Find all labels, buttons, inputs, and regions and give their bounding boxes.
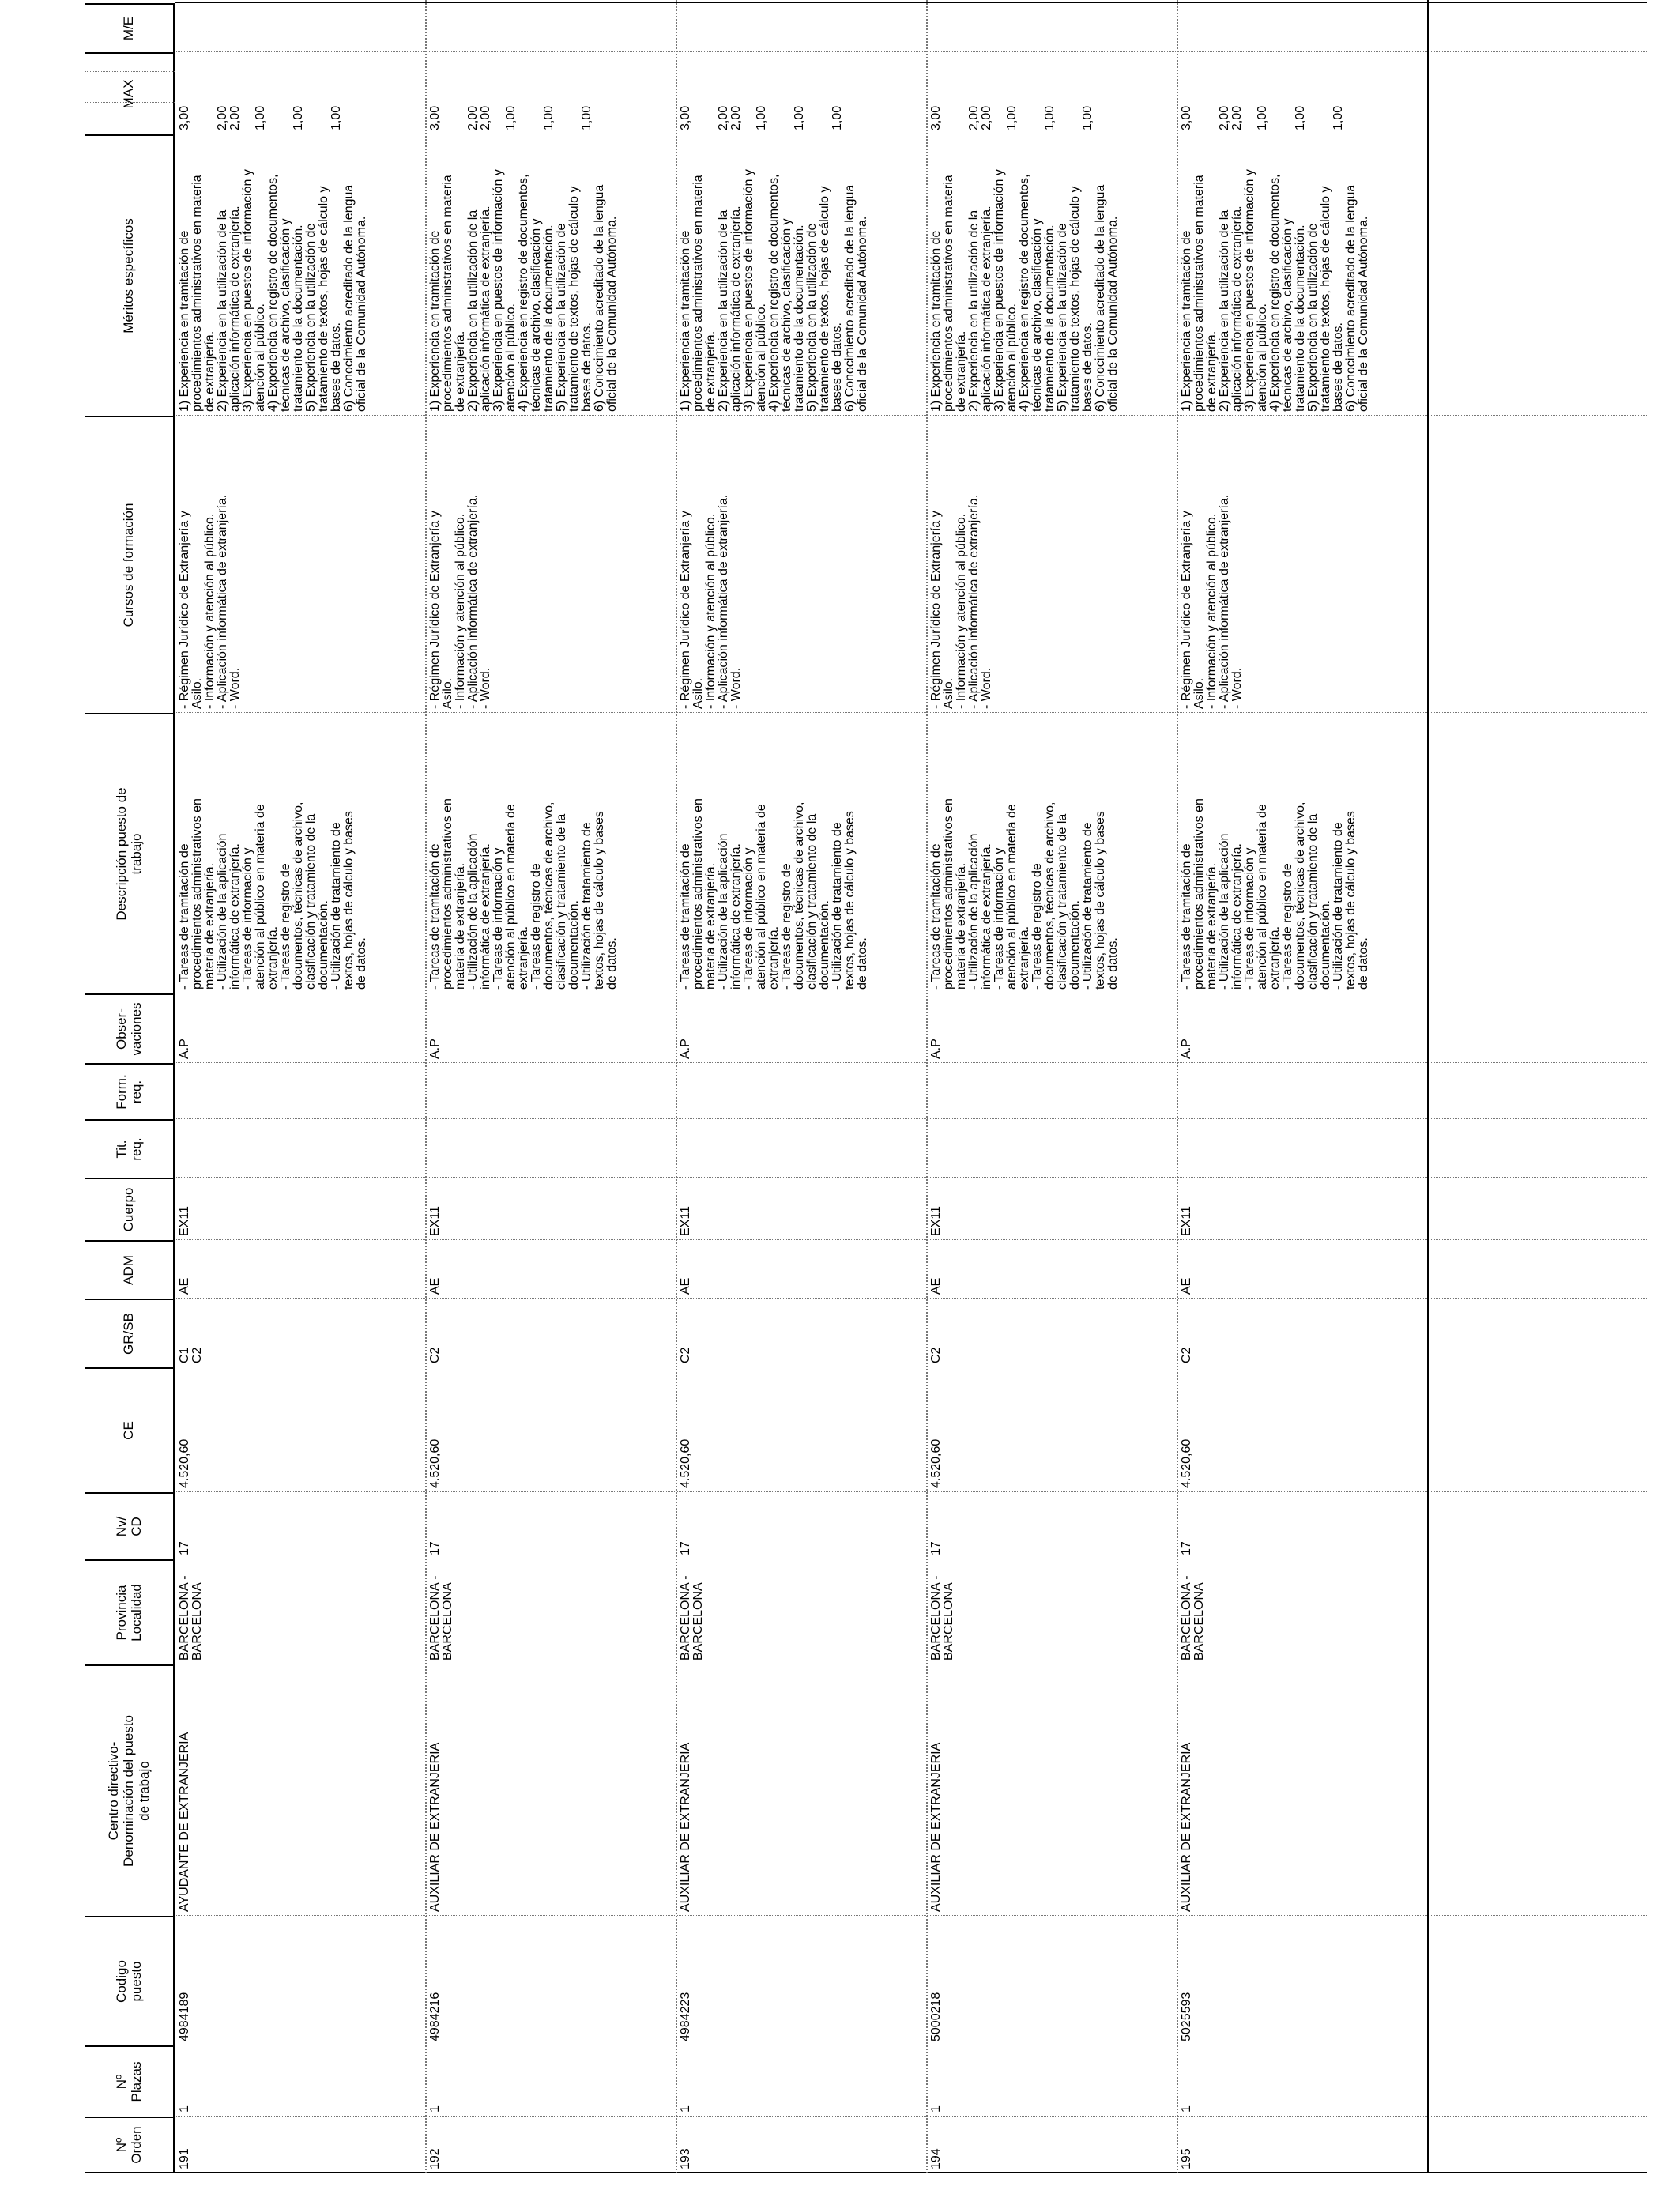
cell-observaciones: A.P: [679, 1039, 692, 1059]
cell-cuerpo: EX11: [1180, 1206, 1193, 1236]
cell-observaciones: A.P: [428, 1039, 442, 1059]
cell-grupo: C2: [428, 1347, 442, 1363]
cell-provincia: BARCELONA - BARCELONA: [428, 1575, 454, 1661]
header-adm: ADM: [85, 1240, 175, 1299]
header-nivel: Nv/ CD: [85, 1492, 175, 1559]
cell-cuerpo: EX11: [679, 1206, 692, 1236]
cell-adm: AE: [428, 1277, 442, 1295]
cell-adm: AE: [929, 1277, 943, 1295]
cell-cursos: - Régimen Jurídico de Extranjería y Asilo. - Información y atención al público. - Aplicación informática de extranjería. - Word.: [679, 494, 743, 709]
cell-max: 3,00 2,00 2,00 1,00 1,00 1,00: [929, 105, 1094, 130]
row-separator: [926, 0, 928, 2173]
cell-cuerpo: EX11: [428, 1206, 442, 1236]
cell-descripcion: - Tareas de tramitación de procedimientos administrativos en materia de extranjería. - Utilización de la aplicación informática de extranjería. - Tareas de información y atención al público en materia de extranjería. - Tareas de registro de documentos, técnicas de archivo, clasificación y tratamiento de la documentación. - Utilización de tratamiento de textos, hojas de cálculo y bases de datos.: [929, 798, 1120, 990]
cell-cursos: - Régimen Jurídico de Extranjería y Asilo. - Información y atención al público. - Aplicación informática de extranjería. - Word.: [929, 494, 993, 709]
cell-meritos: 1) Experiencia en tramitación de procedimientos administrativos en materia de extranjería. 2) Experiencia en la utilización de la aplicación informática de extranjería. 3) Experiencia en puestos de información y atención al público. 4) Experiencia en registro de documentos, técnicas de archivo, clasificación y tratamiento de la documentación. 5) Experiencia en la utilización de tratamiento de textos, hojas de cálculo y bases de datos. 6) Conocimiento acreditado de la lengua oficial de la Comunidad Autónoma.: [178, 169, 368, 412]
cell-max: 3,00 2,00 2,00 1,00 1,00 1,00: [679, 105, 844, 130]
vacancy-table: [85, 0, 1647, 2173]
column-line: [175, 1239, 1647, 1240]
cell-plazas: 1: [929, 2105, 943, 2113]
column-line: [175, 1118, 1647, 1119]
cell-plazas: 1: [428, 2105, 442, 2113]
cell-provincia: BARCELONA - BARCELONA: [929, 1575, 955, 1661]
cell-orden: 195: [1180, 2148, 1193, 2169]
cell-meritos: 1) Experiencia en tramitación de procedimientos administrativos en materia de extranjería. 2) Experiencia en la utilización de la aplicación informática de extranjería. 3) Experiencia en puestos de información y atención al público. 4) Experiencia en registro de documentos, técnicas de archivo, clasificación y tratamiento de la documentación. 5) Experiencia en la utilización de tratamiento de textos, hojas de cálculo y bases de datos. 6) Conocimiento acreditado de la lengua oficial de la Comunidad Autónoma.: [1180, 169, 1370, 412]
row-separator: [1177, 0, 1178, 2173]
header-formacion: Form. req.: [85, 1063, 175, 1119]
header-meritos: Méritos específicos: [85, 134, 175, 416]
cell-ce: 4.520,60: [428, 1438, 442, 1488]
header-max: MAX: [85, 52, 175, 134]
cell-nivel: 17: [1180, 1541, 1193, 1555]
cell-plazas: 1: [1180, 2105, 1193, 2113]
header-descripcion: Descripción puesto de trabajo: [85, 713, 175, 993]
cell-adm: AE: [178, 1277, 191, 1295]
cell-ce: 4.520,60: [929, 1438, 943, 1488]
cell-denominacion: AUXILIAR DE EXTRANJERIA: [679, 1742, 692, 1912]
cell-meritos: 1) Experiencia en tramitación de procedimientos administrativos en materia de extranjería. 2) Experiencia en la utilización de la aplicación informática de extranjería. 3) Experiencia en puestos de información y atención al público. 4) Experiencia en registro de documentos, técnicas de archivo, clasificación y tratamiento de la documentación. 5) Experiencia en la utilización de tratamiento de textos, hojas de cálculo y bases de datos. 6) Conocimiento acreditado de la lengua oficial de la Comunidad Autónoma.: [679, 169, 869, 412]
cell-denominacion: AUXILIAR DE EXTRANJERIA: [428, 1742, 442, 1912]
cell-grupo: C2: [679, 1347, 692, 1363]
cell-nivel: 17: [428, 1541, 442, 1555]
cell-observaciones: A.P: [1180, 1039, 1193, 1059]
cell-grupo: C2: [929, 1347, 943, 1363]
row-separator: [1427, 0, 1429, 2173]
column-line: [175, 1491, 1647, 1492]
header-centro: Centro directivo- Denominación del puesto de trabajo: [85, 1664, 175, 1916]
column-line: [175, 1062, 1647, 1063]
cell-provincia: BARCELONA - BARCELONA: [1180, 1575, 1206, 1661]
cell-nivel: 17: [178, 1541, 191, 1555]
cell-cuerpo: EX11: [929, 1206, 943, 1236]
header-titulacion: Tit. req.: [85, 1119, 175, 1178]
cell-codigo: 5000218: [929, 1992, 943, 2041]
cell-observaciones: A.P: [178, 1039, 191, 1059]
row-separator: [676, 0, 677, 2173]
header-cursos: Cursos de formación: [85, 416, 175, 713]
header-observaciones: Obser- vaciones: [85, 993, 175, 1063]
cell-orden: 194: [929, 2148, 943, 2169]
cell-orden: 191: [178, 2148, 191, 2169]
cell-max: 3,00 2,00 2,00 1,00 1,00 1,00: [1180, 105, 1345, 130]
cell-denominacion: AUXILIAR DE EXTRANJERIA: [929, 1742, 943, 1912]
cell-orden: 192: [428, 2148, 442, 2169]
column-line: [175, 712, 1647, 713]
column-line: [175, 2, 1647, 3]
header-orden: Nº Orden: [85, 2117, 175, 2173]
header-codigo: Codigo puesto: [85, 1916, 175, 2045]
cell-grupo: C2: [1180, 1347, 1193, 1363]
cell-provincia: BARCELONA - BARCELONA: [679, 1575, 705, 1661]
cell-ce: 4.520,60: [679, 1438, 692, 1488]
cell-denominacion: AYUDANTE DE EXTRANJERIA: [178, 1732, 191, 1912]
cell-observaciones: A.P: [929, 1039, 943, 1059]
cell-meritos: 1) Experiencia en tramitación de procedimientos administrativos en materia de extranjería. 2) Experiencia en la utilización de la aplicación informática de extranjería. 3) Experiencia en puestos de información y atención al público. 4) Experiencia en registro de documentos, técnicas de archivo, clasificación y tratamiento de la documentación. 5) Experiencia en la utilización de tratamiento de textos, hojas de cálculo y bases de datos. 6) Conocimiento acreditado de la lengua oficial de la Comunidad Autónoma.: [929, 169, 1120, 412]
cell-codigo: 4984189: [178, 1992, 191, 2041]
header-me: M/E: [85, 3, 175, 52]
cell-adm: AE: [1180, 1277, 1193, 1295]
cell-ce: 4.520,60: [178, 1438, 191, 1488]
cell-cursos: - Régimen Jurídico de Extranjería y Asilo. - Información y atención al público. - Aplicación informática de extranjería. - Word.: [178, 494, 242, 709]
cell-descripcion: - Tareas de tramitación de procedimientos administrativos en materia de extranjería. - Utilización de la aplicación informática de extranjería. - Tareas de información y atención al público en materia de extranjería. - Tareas de registro de documentos, técnicas de archivo, clasificación y tratamiento de la documentación. - Utilización de tratamiento de textos, hojas de cálculo y bases de datos.: [1180, 798, 1370, 990]
cell-cursos: - Régimen Jurídico de Extranjería y Asilo. - Información y atención al público. - Aplicación informática de extranjería. - Word.: [1180, 494, 1244, 709]
header-cuerpo: Cuerpo: [85, 1178, 175, 1240]
cell-meritos: 1) Experiencia en tramitación de procedimientos administrativos en materia de extranjería. 2) Experiencia en la utilización de la aplicación informática de extranjería. 3) Experiencia en puestos de información y atención al público. 4) Experiencia en registro de documentos, técnicas de archivo, clasificación y tratamiento de la documentación. 5) Experiencia en la utilización de tratamiento de textos, hojas de cálculo y bases de datos. 6) Conocimiento acreditado de la lengua oficial de la Comunidad Autónoma.: [428, 169, 619, 412]
cell-orden: 193: [679, 2148, 692, 2169]
cell-descripcion: - Tareas de tramitación de procedimientos administrativos en materia de extranjería. - Utilización de la aplicación informática de extranjería. - Tareas de información y atención al público en materia de extranjería. - Tareas de registro de documentos, técnicas de archivo, clasificación y tratamiento de la documentación. - Utilización de tratamiento de textos, hojas de cálculo y bases de datos.: [428, 798, 619, 990]
column-line: [175, 1915, 1647, 1916]
cell-provincia: BARCELONA - BARCELONA: [178, 1575, 204, 1661]
cell-descripcion: - Tareas de tramitación de procedimientos administrativos en materia de extranjería. - Utilización de la aplicación informática de extranjería. - Tareas de información y atención al público en materia de extranjería. - Tareas de registro de documentos, técnicas de archivo, clasificación y tratamiento de la documentación. - Utilización de tratamiento de textos, hojas de cálculo y bases de datos.: [178, 798, 368, 990]
header-provincia: Provincia Localidad: [85, 1559, 175, 1664]
column-line: [175, 2172, 1647, 2173]
column-line: [175, 51, 1647, 52]
max-column-guide: [85, 71, 175, 72]
cell-cuerpo: EX11: [178, 1206, 191, 1236]
column-line: [175, 1177, 1647, 1178]
column-line: [175, 415, 1647, 416]
header-grupo: GR/SB: [85, 1299, 175, 1367]
row-separator: [425, 0, 427, 2173]
cell-max: 3,00 2,00 2,00 1,00 1,00 1,00: [178, 105, 343, 130]
cell-ce: 4.520,60: [1180, 1438, 1193, 1488]
cell-plazas: 1: [679, 2105, 692, 2113]
header-plazas: Nº Plazas: [85, 2045, 175, 2117]
header-ce: CE: [85, 1367, 175, 1492]
cell-descripcion: - Tareas de tramitación de procedimientos administrativos en materia de extranjería. - Utilización de la aplicación informática de extranjería. - Tareas de información y atención al público en materia de extranjería. - Tareas de registro de documentos, técnicas de archivo, clasificación y tratamiento de la documentación. - Utilización de tratamiento de textos, hojas de cálculo y bases de datos.: [679, 798, 869, 990]
cell-codigo: 5025593: [1180, 1992, 1193, 2041]
max-column-guide: [85, 102, 175, 103]
cell-max: 3,00 2,00 2,00 1,00 1,00 1,00: [428, 105, 593, 130]
cell-adm: AE: [679, 1277, 692, 1295]
cell-denominacion: AUXILIAR DE EXTRANJERIA: [1180, 1742, 1193, 1912]
cell-cursos: - Régimen Jurídico de Extranjería y Asilo. - Información y atención al público. - Aplicación informática de extranjería. - Word.: [428, 494, 492, 709]
cell-nivel: 17: [679, 1541, 692, 1555]
cell-nivel: 17: [929, 1541, 943, 1555]
cell-codigo: 4984223: [679, 1992, 692, 2041]
cell-grupo: C1 C2: [178, 1347, 204, 1363]
column-line: [175, 1298, 1647, 1299]
cell-codigo: 4984216: [428, 1992, 442, 2041]
column-line: [175, 2116, 1647, 2117]
cell-plazas: 1: [178, 2105, 191, 2113]
